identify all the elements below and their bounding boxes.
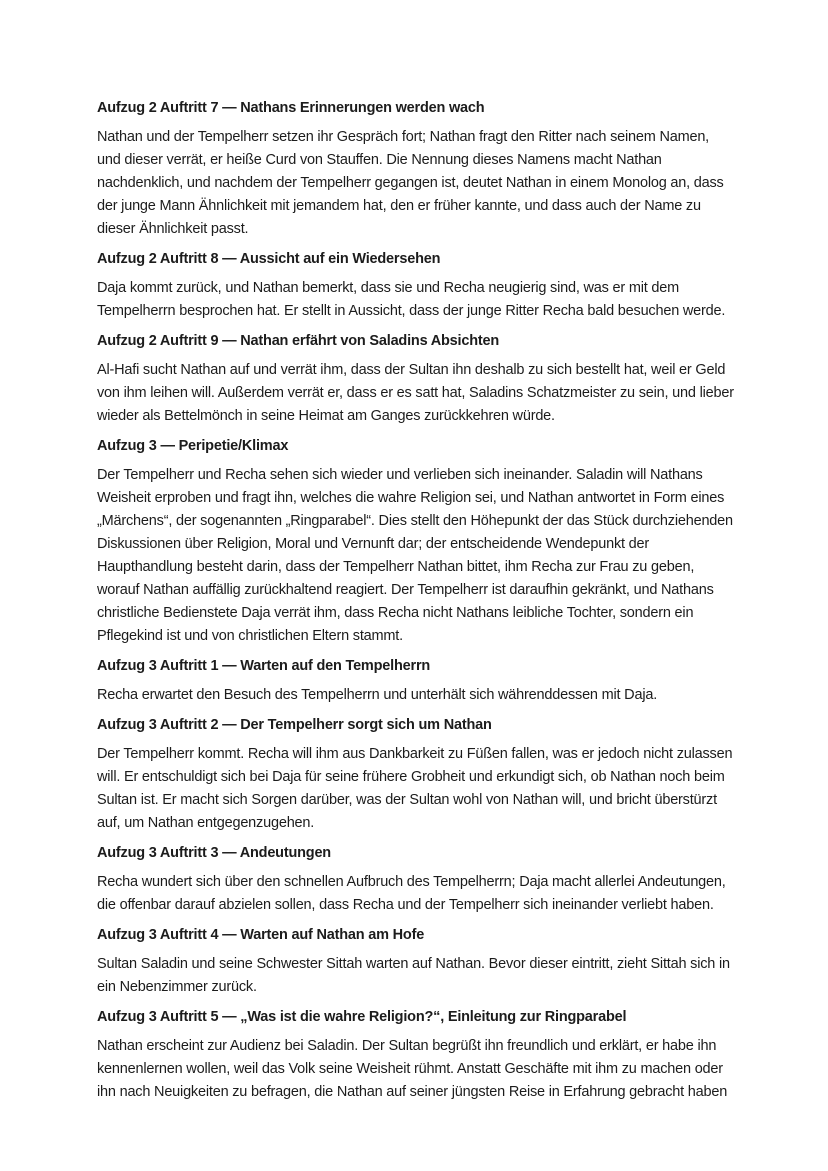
document-section: [97, 1006, 734, 1104]
section-paragraph: Nathan erscheint zur Audienz bei Saladin. Der Sultan begrüßt ihn freundlich und erklärt, er habe ihn kennenlernen wollen, weil das Volk seine Weisheit rühmt. Anstatt Geschäfte mit ihm zu machen oder ihn nach Neuigkeiten zu befragen, die Nathan auf seiner jüngsten Reise in Erfahrung gebracht haben: [97, 1038, 728, 1100]
document-content: [97, 97, 734, 1111]
document-section: [97, 435, 734, 648]
document-section: [97, 655, 734, 707]
section-paragraph: Nathan und der Tempelherr setzen ihr Gespräch fort; Nathan fragt den Ritter nach seinem Namen, und dieser verrät, er heiße Curd von Stauffen. Die Nennung dieses Namens macht Nathan nachdenklich, und nachdem der Tempelherr gegangen ist, deutet Nathan in einem Monolog an, dass der junge Mann Ähnlichkeit mit jemandem hat, den er früher kannte, und dass auch der Name zu dieser Ähnlichkeit passt.: [97, 129, 724, 237]
section-paragraph: Der Tempelherr kommt. Recha will ihm aus Dankbarkeit zu Füßen fallen, was er jedoch nicht zulassen will. Er entschuldigt sich bei Daja für seine frühere Grobheit und erkundigt sich, ob Nathan noch beim Sultan ist. Er macht sich Sorgen darüber, was der Sultan wohl von Nathan will, und bricht überstürzt auf, um Nathan entgegenzugehen.: [97, 746, 733, 831]
section-heading: Aufzug 3 — Peripetie/Klimax: [97, 438, 289, 454]
section-paragraph: Daja kommt zurück, und Nathan bemerkt, dass sie und Recha neugierig sind, was er mit dem Tempelherrn besprochen hat. Er stellt in Aussicht, dass der junge Ritter Recha bald besuchen werde.: [97, 280, 726, 319]
section-heading: Aufzug 2 Auftritt 9 — Nathan erfährt von Saladins Absichten: [97, 333, 500, 349]
document-section: [97, 924, 734, 999]
section-paragraph: Sultan Saladin und seine Schwester Sittah warten auf Nathan. Bevor dieser eintritt, zieht Sittah sich in ein Nebenzimmer zurück.: [97, 956, 730, 995]
document-section: [97, 97, 734, 241]
document-section: [97, 842, 734, 917]
section-heading: Aufzug 3 Auftritt 5 — „Was ist die wahre Religion?“, Einleitung zur Ringparabel: [97, 1009, 627, 1025]
section-paragraph: Der Tempelherr und Recha sehen sich wieder und verlieben sich ineinander. Saladin will Nathans Weisheit erproben und fragt ihn, welches die wahre Religion sei, und Nathan antwortet in Form eines „Märchens“, der sogenannten „Ringparabel“. Dies stellt den Höhepunkt der das Stück durchziehenden Diskussionen über Religion, Moral und Vernunft dar; der entscheidende Wendepunkt der Haupthandlung besteht darin, dass der Tempelherr Nathan bittet, ihm Recha zur Frau zu geben, worauf Nathan auffällig zurückhaltend reagiert. Der Tempelherr ist daraufhin gekränkt, und Nathans christliche Bedienstete Daja verrät ihm, dass Recha nicht Nathans leibliche Tochter, sondern ein Pflegekind ist und von christlichen Eltern stammt.: [97, 467, 733, 644]
section-heading: Aufzug 3 Auftritt 2 — Der Tempelherr sorgt sich um Nathan: [97, 717, 492, 733]
section-heading: Aufzug 3 Auftritt 4 — Warten auf Nathan am Hofe: [97, 927, 425, 943]
document-section: [97, 714, 734, 835]
section-heading: Aufzug 2 Auftritt 8 — Aussicht auf ein Wiedersehen: [97, 251, 441, 267]
section-heading: Aufzug 2 Auftritt 7 — Nathans Erinnerungen werden wach: [97, 100, 485, 116]
document-section: [97, 248, 734, 323]
document-section: [97, 330, 734, 428]
section-paragraph: Al-Hafi sucht Nathan auf und verrät ihm, dass der Sultan ihn deshalb zu sich bestellt hat, weil er Geld von ihm leihen will. Außerdem verrät er, dass er es satt hat, Saladins Schatzmeister zu sein, und lieber wieder als Bettelmönch in seine Heimat am Ganges zurückkehren würde.: [97, 362, 734, 424]
section-heading: Aufzug 3 Auftritt 1 — Warten auf den Tempelherrn: [97, 658, 431, 674]
section-paragraph: Recha wundert sich über den schnellen Aufbruch des Tempelherrn; Daja macht allerlei Andeutungen, die offenbar darauf abzielen sollen, dass Recha und der Tempelherr sich ineinander verliebt haben.: [97, 874, 726, 913]
section-paragraph: Recha erwartet den Besuch des Tempelherrn und unterhält sich währenddessen mit Daja.: [97, 687, 658, 703]
section-heading: Aufzug 3 Auftritt 3 — Andeutungen: [97, 845, 331, 861]
